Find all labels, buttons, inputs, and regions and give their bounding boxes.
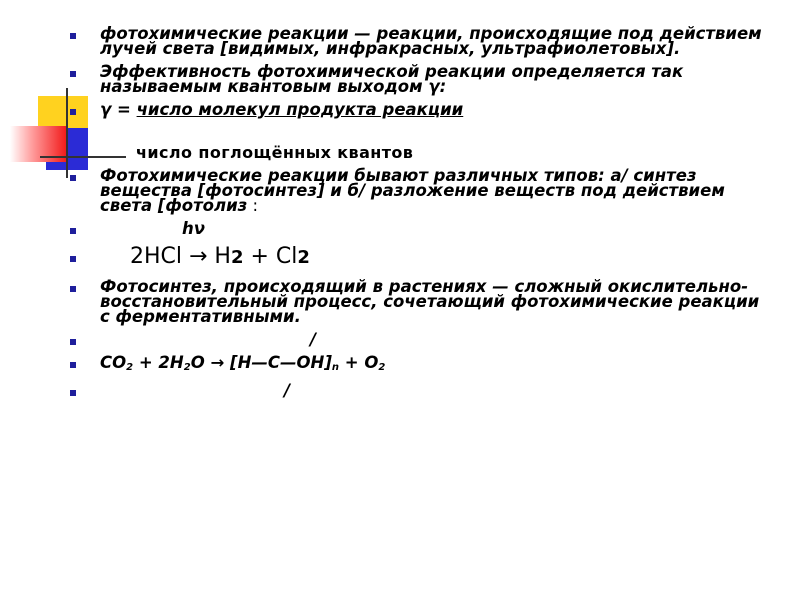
bond-slash: /: [284, 381, 291, 400]
eq-part: + 2H: [133, 353, 184, 372]
eq-sub: 2: [126, 362, 134, 373]
formula-numerator: число молекул продукта реакции: [136, 100, 464, 119]
bullet-hv: [66, 221, 766, 236]
bullet-quantum-yield: [66, 64, 766, 94]
bullet-hcl-formula: [66, 244, 766, 271]
formula-plus: + Cl: [243, 244, 298, 269]
formula-sub: 2: [297, 247, 310, 268]
bullet-text: Фотосинтез, происходящий в растениях — сложный окислительно-восстановительный процесс, сочетающий фотохимические реакции с ферментативными.: [100, 277, 760, 326]
hcl-formula: [100, 244, 310, 269]
bullet-photochemical-definition: [66, 26, 766, 56]
hcl-formula-block: [66, 244, 766, 271]
eq-part: O → [H—C—OH]: [190, 353, 332, 372]
bullet-text: фотохимические реакции — реакции, происходящие под действием лучей света [видимых, инфракрасных, ультрафиолетовых].: [100, 24, 762, 58]
bullet-photosynthesis-equation: [66, 355, 766, 375]
bullet-reaction-types: [66, 168, 766, 213]
bullet-yield-formula: [66, 102, 766, 117]
eq-part: CO: [100, 353, 127, 372]
bullet-text: Фотохимические реакции бывают различных типов: а/ синтез вещества [фотосинтез] и б/ разложение веществ под действием света [фотолиз: [100, 166, 725, 215]
eq-sub: 2: [183, 362, 191, 373]
eq-sub: n: [331, 362, 339, 373]
bullet-text: Эффективность фотохимической реакции определяется так называемым квантовым выходом γ:: [100, 62, 684, 96]
bullet-slash-bottom: [66, 383, 766, 398]
eq-part: + O: [339, 353, 379, 372]
formula-sub: 2: [230, 247, 244, 268]
bullet-photosynthesis: [66, 279, 766, 324]
hv-label: hν: [182, 219, 205, 238]
bullet-text-tail: :: [247, 196, 259, 215]
slide-content: [66, 26, 766, 398]
eq-sub: 2: [378, 362, 386, 373]
formula-denominator: число поглощённых квантов: [136, 143, 414, 162]
bullet-slash-top: [66, 332, 766, 347]
formula-lhs: 2HCl → H: [130, 244, 231, 269]
formula-prefix: γ =: [100, 100, 137, 119]
bond-slash: /: [310, 330, 317, 349]
